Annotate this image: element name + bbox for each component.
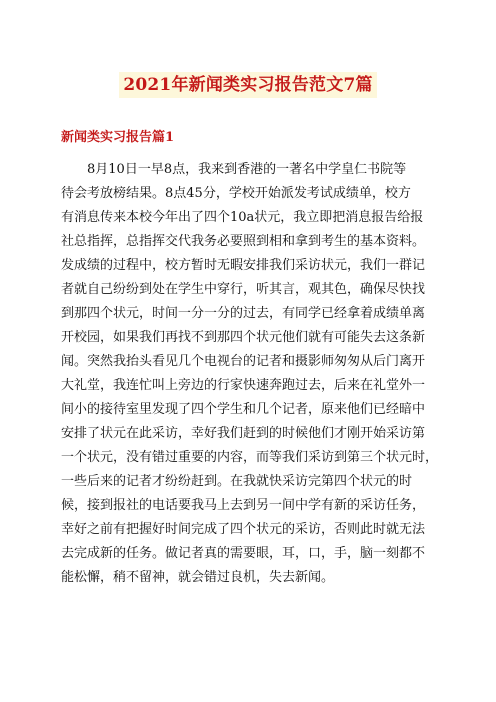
paragraph-line: 间小的接待室里发现了四个学生和几个记者，原来他们已经暗中	[61, 402, 426, 417]
paragraph-line: 一些后来的记者才纷纷赶到。在我就快采访完第四个状元的时	[61, 474, 413, 489]
paragraph-line: 社总指挥，总指挥交代我务必要照到相和拿到考生的基本资料。	[61, 234, 426, 249]
paragraph-line: 幸好之前有把握好时间完成了四个状元的采访，否则此时就无法	[61, 522, 426, 537]
paragraph-line: 开校园，如果我们再找不到那四个状元他们就有可能失去这条新	[61, 330, 426, 345]
paragraph-line: 者就自己纷纷到处在学生中穿行，听其言，观其色，确保尽快找	[61, 282, 426, 297]
section-heading: 新闻类实习报告篇1	[61, 130, 175, 145]
paragraph-line: 到那四个状元，时间一分一分的过去，有同学已经拿着成绩单离	[61, 306, 426, 321]
paragraph-line: 大礼堂，我连忙叫上旁边的行家快速奔跑过去，后来在礼堂外一	[61, 378, 426, 393]
document-title: 2021年新闻类实习报告范文7篇	[119, 72, 376, 98]
paragraph-line: 一个状元，没有错过重要的内容，而等我们采访到第三个状元时，	[61, 450, 439, 465]
paragraph-line: 闻。突然我抬头看见几个电视台的记者和摄影师匆匆从后门离开	[61, 354, 426, 369]
paragraph-line: 去完成新的任务。做记者真的需要眼，耳，口，手，脑一刻都不	[61, 546, 426, 561]
paragraph-line: 能松懈，稍不留神，就会错过良机，失去新闻。	[61, 570, 335, 585]
paragraph-line: 候，接到报社的电话要我马上去到另一间中学有新的采访任务，	[61, 498, 426, 513]
paragraph-line: 有消息传来本校今年出了四个10a状元，我立即把消息报告给报	[61, 210, 424, 225]
paragraph-line: 8月10日一早8点，我来到香港的一著名中学皇仁书院等	[87, 162, 407, 177]
paragraph-line: 发成绩的过程中，校方暂时无暇安排我们采访状元，我们一群记	[61, 258, 426, 273]
title-container	[0, 72, 496, 98]
paragraph-line: 待会考放榜结果。8点45分，学校开始派发考试成绩单，校方	[61, 186, 411, 201]
body-paragraph	[61, 158, 441, 590]
paragraph-line: 安排了状元在此采访，幸好我们赶到的时候他们才刚开始采访第	[61, 426, 426, 441]
